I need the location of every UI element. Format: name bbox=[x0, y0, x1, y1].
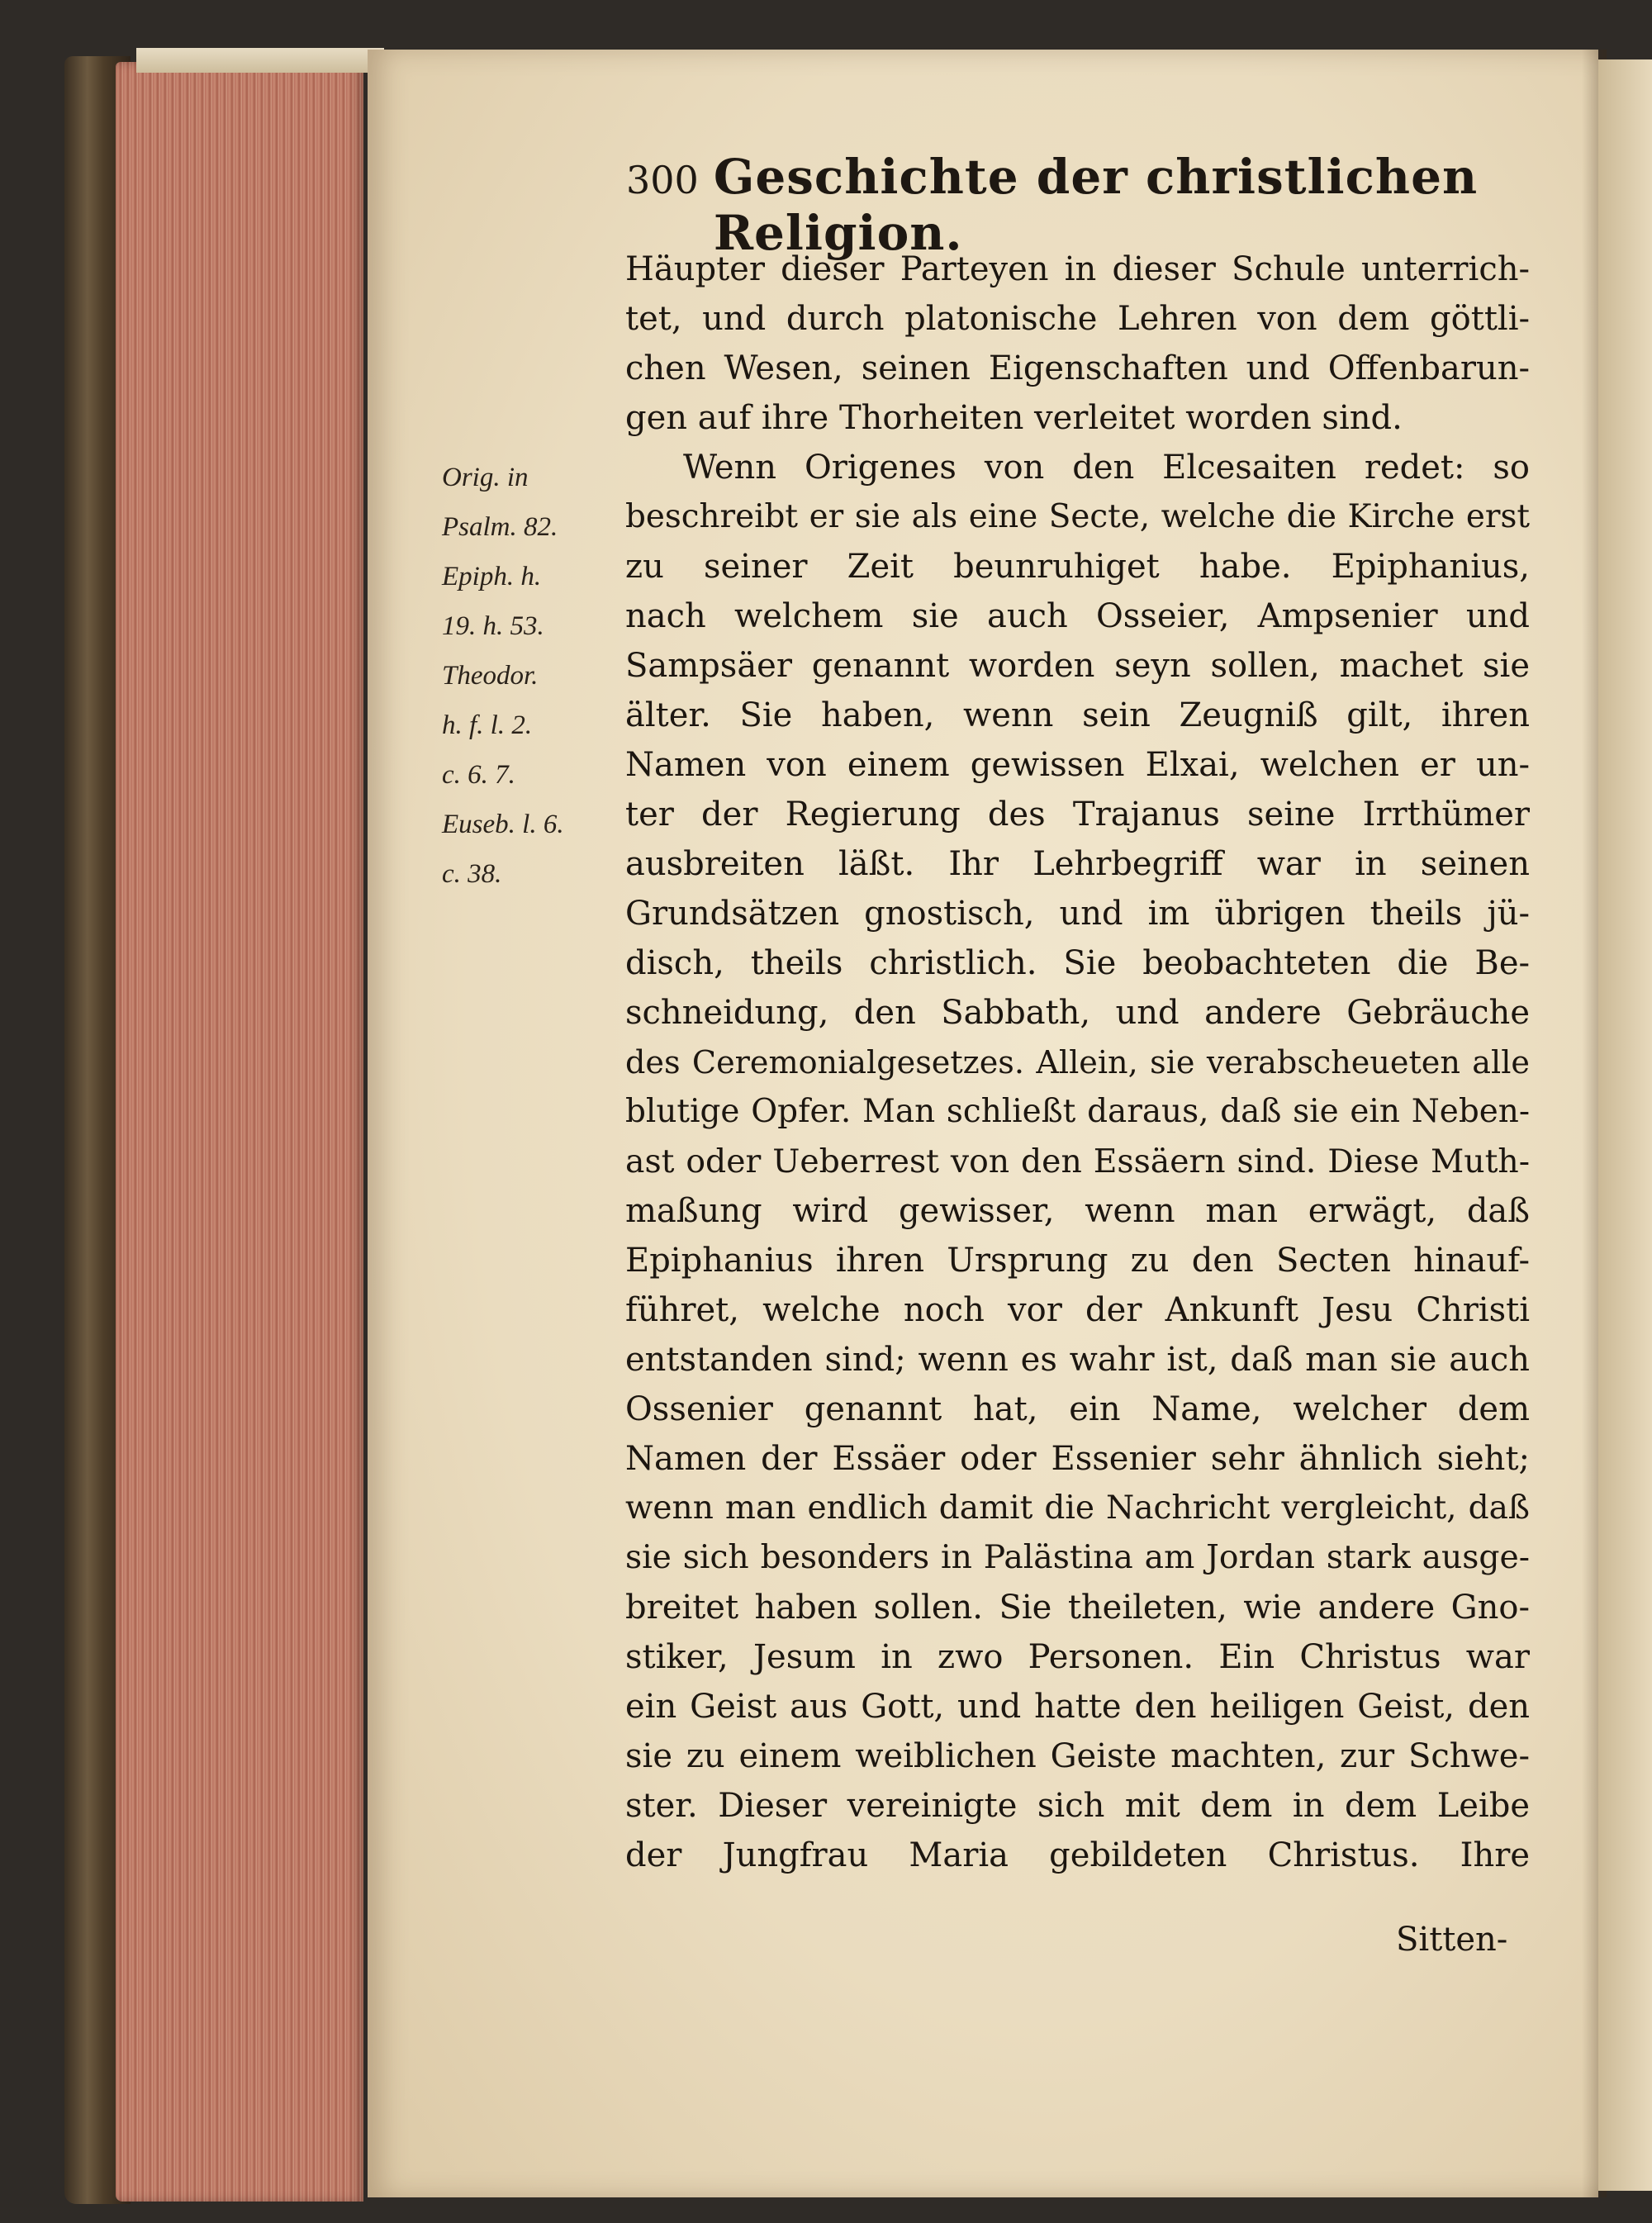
text-line: beschreibt er sie als eine Secte, welche die Kirche erst bbox=[625, 498, 1530, 535]
text-line: zu seiner Zeit beunruhiget habe. Epiphanius, bbox=[625, 548, 1530, 586]
text-line: gen auf ihre Thorheiten verleitet worden sind. bbox=[625, 399, 1403, 437]
margin-note: c. 38. bbox=[442, 859, 502, 889]
text-line: ast oder Ueberrest von den Essäern sind. Diese Muth- bbox=[625, 1142, 1530, 1180]
text-line: Epiphanius ihren Ursprung zu den Secten hinauf- bbox=[625, 1242, 1530, 1280]
body-text bbox=[625, 245, 1530, 1880]
text-line: nach welchem sie auch Osseier, Ampsenier und bbox=[625, 597, 1530, 635]
text-line: Wenn Origenes von den Elcesaiten redet: so bbox=[683, 449, 1530, 487]
text-line: Sampsäer genannt worden seyn sollen, machet sie bbox=[625, 647, 1530, 685]
text-line: schneidung, den Sabbath, und andere Gebräuche bbox=[625, 994, 1530, 1032]
text-line: breitet haben sollen. Sie theileten, wie andere Gno- bbox=[625, 1589, 1530, 1627]
text-line: sie sich besonders in Palästina am Jordan stark ausge- bbox=[625, 1539, 1530, 1576]
text-line: Häupter dieser Parteyen in dieser Schule unterrich- bbox=[625, 250, 1530, 288]
marginal-notes bbox=[442, 453, 615, 899]
text-line: blutige Opfer. Man schließt daraus, daß sie ein Neben- bbox=[625, 1093, 1530, 1130]
margin-note: Theodor. bbox=[442, 661, 539, 691]
text-line: chen Wesen, seinen Eigenschaften und Offenbarun- bbox=[625, 349, 1530, 387]
margin-note: h. f. l. 2. bbox=[442, 710, 533, 740]
text-line: des Ceremonialgesetzes. Allein, sie verabscheueten alle bbox=[625, 1044, 1530, 1081]
margin-note: 19. h. 53. bbox=[442, 611, 544, 641]
running-head bbox=[626, 149, 1493, 261]
text-line: Namen der Essäer oder Essenier sehr ähnlich sieht; bbox=[625, 1440, 1530, 1478]
margin-note: Euseb. l. 6. bbox=[442, 810, 564, 839]
margin-note: c. 6. 7. bbox=[442, 760, 515, 790]
text-line: tet, und durch platonische Lehren von dem göttli- bbox=[625, 300, 1530, 338]
text-line: führet, welche noch vor der Ankunft Jesu Christi bbox=[625, 1291, 1530, 1329]
text-line: entstanden sind; wenn es wahr ist, daß man sie auch bbox=[625, 1341, 1530, 1379]
page-block-edges bbox=[116, 62, 363, 2202]
text-line: wenn man endlich damit die Nachricht vergleicht, daß bbox=[625, 1489, 1530, 1527]
page-title: Geschichte der christlichen Religion. bbox=[713, 149, 1479, 261]
facing-page-edge bbox=[1598, 59, 1652, 2191]
text-line: Grundsätzen gnostisch, und im übrigen theils jü- bbox=[625, 895, 1530, 933]
text-line: ster. Dieser vereinigte sich mit dem in dem Leibe bbox=[625, 1787, 1530, 1825]
margin-note: Orig. in bbox=[442, 463, 529, 492]
text-line: sie zu einem weiblichen Geiste machten, zur Schwe- bbox=[625, 1737, 1530, 1775]
text-line: ausbreiten läßt. Ihr Lehrbegriff war in seinen bbox=[625, 845, 1530, 883]
text-line: disch, theils christlich. Sie beobachteten die Be- bbox=[625, 944, 1530, 982]
text-line: Ossenier genannt hat, ein Name, welcher dem bbox=[625, 1390, 1530, 1428]
page-number: 300 bbox=[626, 158, 699, 202]
margin-note: Psalm. 82. bbox=[442, 512, 558, 542]
text-line: maßung wird gewisser, wenn man erwägt, daß bbox=[625, 1192, 1530, 1230]
text-line: stiker, Jesum in zwo Personen. Ein Christus war bbox=[625, 1638, 1530, 1676]
catchword: Sitten- bbox=[1396, 1921, 1508, 1959]
text-line: Namen von einem gewissen Elxai, welchen er un- bbox=[625, 746, 1530, 784]
text-line: ein Geist aus Gott, und hatte den heiligen Geist, den bbox=[625, 1688, 1530, 1726]
page-block-top bbox=[136, 48, 384, 73]
text-line: älter. Sie haben, wenn sein Zeugniß gilt, ihren bbox=[625, 696, 1530, 734]
text-line: der Jungfrau Maria gebildeten Christus. Ihre bbox=[625, 1836, 1530, 1874]
text-line: ter der Regierung des Trajanus seine Irrthümer bbox=[625, 796, 1530, 834]
margin-note: Epiph. h. bbox=[442, 562, 542, 591]
